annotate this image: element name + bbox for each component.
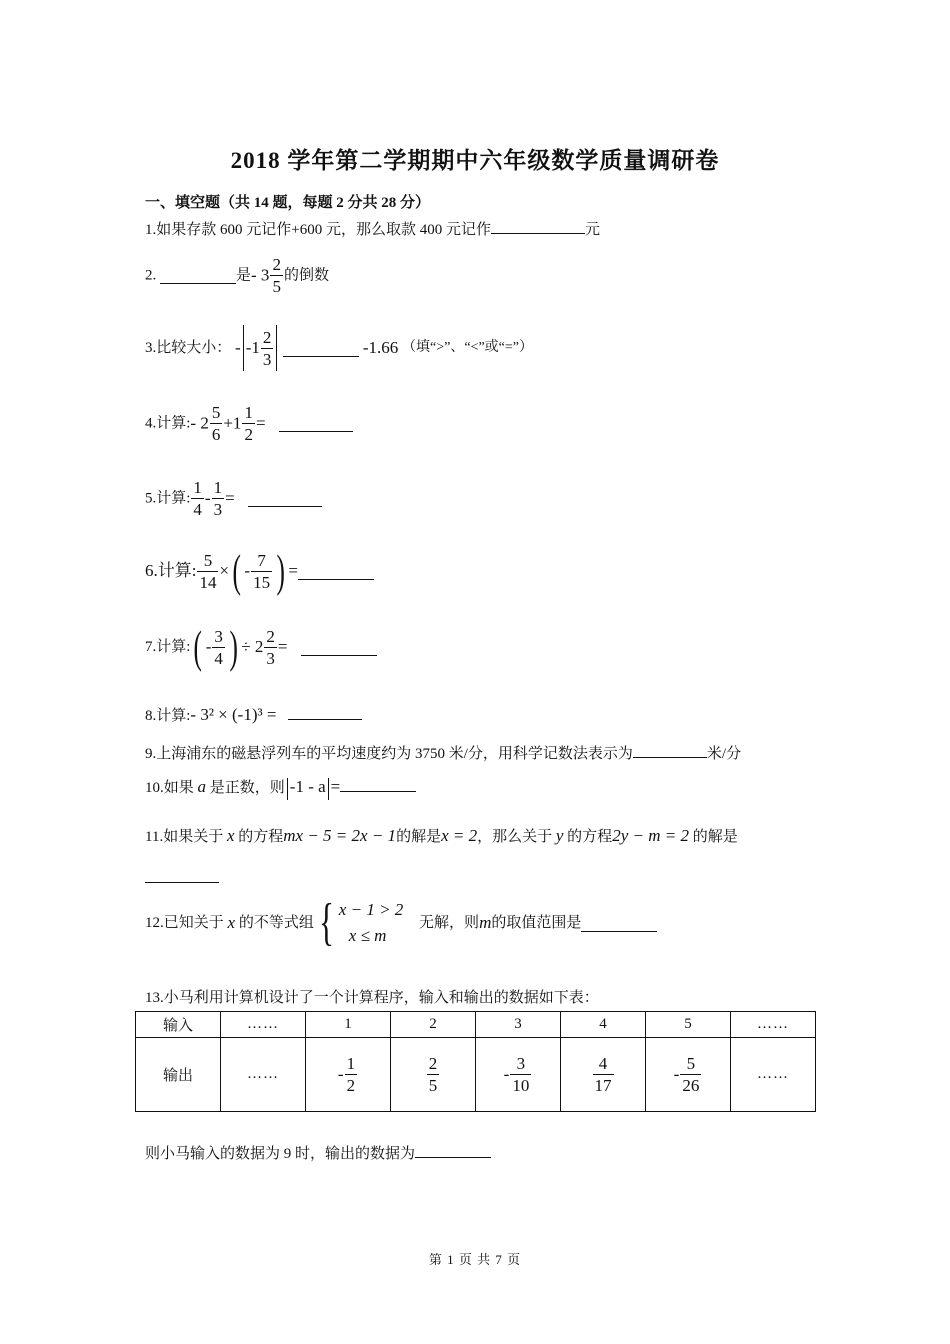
q10-mid: 是正数，则 (209, 780, 285, 796)
q11-t4: 的方程 (567, 829, 613, 845)
q11-t2: 的解是 (396, 829, 442, 845)
q3-compare-value: -1.66 (362, 338, 399, 357)
q10-var: a (197, 777, 207, 796)
q11-prefix: 11.如果关于 (145, 829, 224, 845)
q6-prefix: 6.计算: (145, 561, 197, 580)
q1-answer-blank[interactable] (491, 217, 585, 234)
q13-question (145, 1141, 491, 1164)
output-cell: - $\frac{3}{10}$ (476, 1038, 561, 1112)
input-cell: …… (731, 1012, 816, 1038)
q4-fraction-b: $\frac{1}{2}$ (244, 403, 253, 444)
q4-plus: +1 (223, 413, 242, 433)
q4-answer-blank[interactable] (279, 415, 353, 432)
q11-solution: x = 2 (441, 826, 478, 845)
q7-eq: = (277, 637, 288, 656)
input-cell: 4 (561, 1012, 646, 1038)
q5-answer-blank[interactable] (248, 490, 322, 507)
question-5 (145, 477, 322, 520)
input-cell: 2 (391, 1012, 476, 1038)
question-7: 7.计算:( - $\frac{3}{4}$ ) ÷ 2 $\frac{2}{3}$ = (145, 624, 377, 670)
q13-intro: 13.小马利用计算机设计了一个计算程序，输入和输出的数据如下表： (145, 990, 599, 1006)
output-cell: $\frac{2}{5}$ (391, 1038, 476, 1112)
q4-fraction-a: $\frac{5}{6}$ (211, 403, 221, 444)
q11-x: x (226, 826, 235, 845)
q12-x: x (227, 913, 236, 932)
q8-expression: - 3² × (-1)³ = (190, 705, 277, 724)
q3-answer-blank[interactable] (283, 340, 359, 357)
q6-fraction-a: $\frac{5}{14}$ (199, 550, 217, 592)
q10-prefix: 10.如果 (145, 780, 194, 796)
q2-answer-blank[interactable] (160, 267, 236, 284)
input-cell: 1 (306, 1012, 391, 1038)
q3-prefix: 3.比较大小： (145, 340, 232, 356)
question-10 (145, 775, 416, 800)
input-cell: 5 (646, 1012, 731, 1038)
output-header: 输出 (136, 1038, 221, 1112)
q4-prefix: 4.计算: (145, 415, 191, 432)
q3-inner: -1 (245, 338, 260, 357)
q12-prefix: 12.已知关于 (145, 915, 224, 931)
q13-question-text: 则小马输入的数据为 9 时，输出的数据为 (145, 1146, 416, 1162)
q5-prefix: 5.计算: (145, 490, 191, 507)
q12-answer-blank[interactable] (581, 915, 657, 932)
q12-t2: 无解，则 (419, 915, 480, 931)
page-title: 2018 学年第二学期期中六年级数学质量调研卷 (230, 148, 720, 173)
page-footer: 第 1 页 共 7 页 (428, 1252, 522, 1267)
question-12: 12.已知关于 x 的不等式组{ x − 1 > 2 x ≤ m 无解，则m的取值范围是 (145, 897, 657, 949)
q11-t1: 的方程 (238, 829, 284, 845)
q2-prefix: 2. (145, 267, 157, 284)
q11-y: y (555, 826, 564, 845)
q10-answer-blank[interactable] (340, 775, 416, 792)
q9-suffix: 米/分 (706, 746, 742, 762)
q8-answer-blank[interactable] (288, 703, 362, 720)
q12-t3: 的取值范围是 (491, 915, 582, 931)
output-cell: - $\frac{5}{26}$ (646, 1038, 731, 1112)
q11-answer-blank[interactable] (145, 866, 219, 883)
q2-fraction: $\frac{2}{5}$ (272, 255, 281, 296)
input-header: 输入 (136, 1012, 221, 1038)
q1-text: 1.如果存款 600 元记作+600 元，那么取款 400 元记作 (145, 222, 491, 238)
question-6: 6.计算: $\frac{5}{14}$ ×( - $\frac{7}{15}$ ) = (145, 548, 374, 594)
section-heading: 一、填空题（共 14 题，每题 2 分共 28 分） (145, 195, 431, 211)
q5-eq: = (225, 488, 235, 508)
input-cell: …… (221, 1012, 306, 1038)
q4-a-whole: - 2 (190, 413, 209, 433)
q7-neg: - (205, 637, 212, 656)
q1-suffix: 元 (584, 222, 600, 238)
input-cell: 3 (476, 1012, 561, 1038)
output-cell: …… (221, 1038, 306, 1112)
q8-prefix: 8.计算: (145, 708, 191, 724)
q7-prefix: 7.计算: (145, 639, 191, 655)
output-cell: $\frac{4}{17}$ (561, 1038, 646, 1112)
q3-neg: - (235, 338, 241, 357)
q6-eq: = (288, 561, 298, 580)
q11-t3: ，那么关于 (477, 829, 553, 845)
q3-hint: （填“>”、“<”或“=”） (402, 340, 534, 355)
q13-answer-blank[interactable] (415, 1141, 491, 1158)
q6-fraction-b: $\frac{7}{15}$ (253, 550, 271, 592)
question-9 (145, 741, 741, 764)
q11-t5: 的解是 (692, 829, 738, 845)
q6-times: × (219, 561, 230, 580)
question-11 (145, 826, 738, 847)
q9-answer-blank[interactable] (633, 741, 707, 758)
q3-fraction: $\frac{2}{3}$ (262, 327, 272, 369)
q5-fraction-b: $\frac{1}{3}$ (213, 478, 223, 519)
q6-answer-blank[interactable] (298, 563, 374, 580)
q7-div: ÷ 2 (241, 637, 264, 656)
q7-fraction-a: $\frac{3}{4}$ (214, 626, 223, 668)
q7-answer-blank[interactable] (301, 639, 377, 656)
q12-m: m (479, 913, 492, 932)
q10-eq: = (330, 777, 341, 796)
question-3 (145, 325, 533, 371)
q9-text: 9.上海浦东的磁悬浮列车的平均速度约为 3750 米/分，用科学记数法表示为 (145, 746, 633, 762)
question-4 (145, 402, 353, 445)
q2-mid-text: 是 (236, 267, 252, 284)
q12-system: x − 1 > 2 x ≤ m (338, 900, 404, 945)
q5-minus: - (204, 488, 211, 508)
q6-neg: - (244, 561, 251, 580)
output-cell: - $\frac{1}{2}$ (306, 1038, 391, 1112)
io-table (135, 1011, 816, 1112)
q12-t1: 的不等式组 (238, 915, 314, 931)
question-8 (145, 703, 362, 726)
q10-expression: -1 - a (289, 777, 326, 796)
question-2 (145, 254, 329, 297)
q11-equation-2: 2y − m = 2 (612, 826, 689, 845)
q11-answer-blank-wrap (145, 866, 219, 888)
question-1 (145, 217, 600, 240)
q11-equation-1: mx − 5 = 2x − 1 (283, 826, 397, 845)
q2-suffix: 的倒数 (283, 267, 329, 284)
q7-fraction-b: $\frac{2}{3}$ (266, 626, 275, 668)
q4-eq: = (255, 413, 266, 433)
output-cell: …… (731, 1038, 816, 1112)
q5-fraction-a: $\frac{1}{4}$ (193, 478, 202, 519)
q2-whole: - 3 (251, 265, 270, 285)
